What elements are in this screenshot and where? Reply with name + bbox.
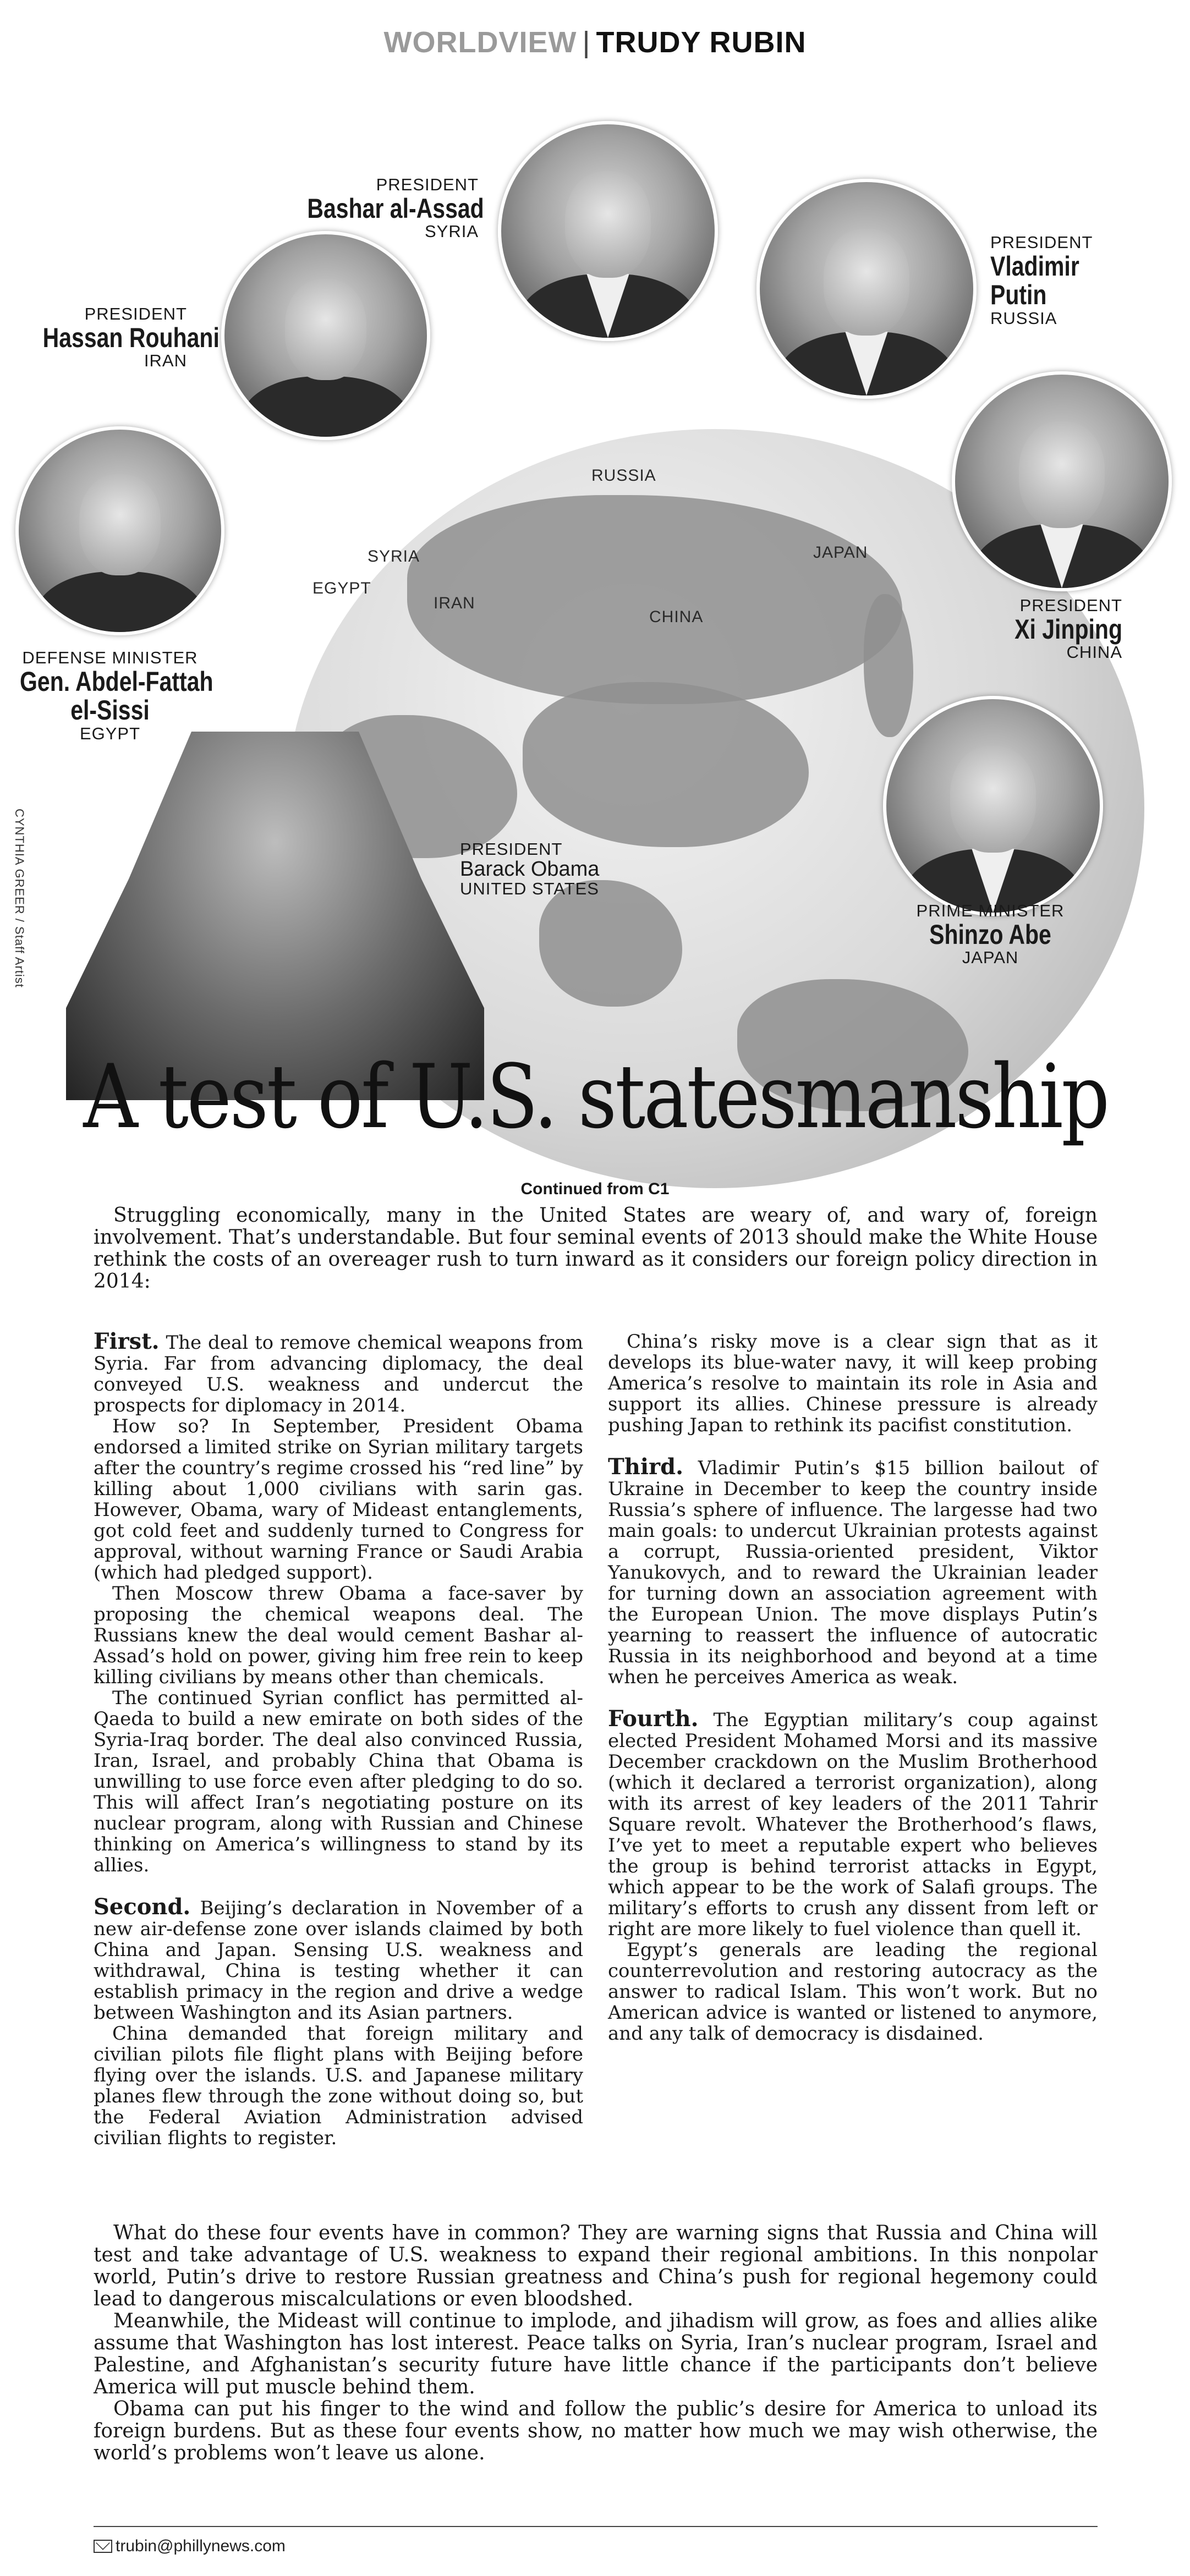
paragraph: The continued Syrian conflict has permitted al-Qaeda to build a new emirate on both sides of the Syria-Iraq border. The deal also convinced Russia, Iran, Israel, and probably China that Obama is unwilling to use force even after pledging to do so. This will affect Iran’s negotiating posture on its nuclear program, along with Russian and Chinese thinking on America’s willingness to stand by its allies. — [94, 1687, 583, 1876]
landmass-india — [539, 880, 682, 1007]
portrait-putin — [756, 179, 977, 399]
column-header — [0, 25, 1190, 59]
paragraph: What do these four events have in common? They are warning signs that Russia and China will test and take advantage of U.S. weakness to expand their regional ambitions. In this nonpolar world, Putin’s drive to restore Russian greatness and China’s push for regional hegemony could lead to dangerous miscalculations or even bloodshed. — [94, 2222, 1098, 2310]
paragraph: Obama can put his finger to the wind and follow the public’s desire for America to unload its foreign burdens. But as these four events show, no matter how much we may wish otherwise, the world’s problems won’t leave us alone. — [94, 2398, 1098, 2464]
paragraph: Then Moscow threw Obama a face-saver by proposing the chemical weapons deal. The Russians knew the deal would cement Bashar al-Assad’s hold on power, giving him free rein to keep killing civilians by means other than chemicals. — [94, 1583, 583, 1688]
map-label-china: CHINA — [649, 608, 704, 626]
article-column-left — [94, 1328, 584, 2149]
intro-paragraph: Struggling economically, many in the United States are weary of, and wary of, foreign involvement. That’s understandable. But four seminal events of 2013 should make the White House rethink the costs of an overeager rush to turn inward as it considers our foreign policy direction in 2014: — [94, 1204, 1098, 1293]
paragraph-fourth: Fourth. The Egyptian military’s coup against elected President Mohamed Morsi and its massive December crackdown on the Muslim Brotherhood (which it declared a terrorist organization), along with its arrest of key leaders of the 2011 Tahrir Square revolt. Whatever the Brotherhood’s flaws, I’ve yet to meet a reputable expert who believes the group is behind terrorist attacks in Egypt, which appear to be the work of Salafi groups. The military’s efforts to crush any dissent from left or right are more likely to fuel violence than quell it. — [608, 1706, 1098, 1940]
author-name: TRUDY RUBIN — [596, 26, 807, 59]
headline: A test of U.S. statesmanship — [83, 1045, 1108, 1148]
portrait-assad — [498, 121, 718, 341]
header-divider: | — [582, 26, 591, 59]
paragraph: How so? In September, President Obama endorsed a limited strike on Syrian military targets after the country’s regime crossed his “red line” by killing about 1,000 civilians with sarin gas. However, Obama, wary of Mideast entanglements, got cold feet and suddenly turned to Congress for approval, without warning France or Saudi Arabia (which had pledged support). — [94, 1415, 583, 1584]
portrait-sissi — [15, 426, 224, 635]
author-email[interactable] — [94, 2537, 286, 2556]
portrait-rouhani — [221, 231, 430, 440]
map-label-egypt: EGYPT — [312, 579, 371, 597]
article-column-right — [608, 1331, 1098, 2044]
landmass-japan — [864, 594, 913, 737]
map-label-japan: JAPAN — [813, 543, 868, 562]
paragraph: China’s risky move is a clear sign that as it develops its blue-water navy, it will keep probing America’s resolve to maintain its role in Asia and support its allies. Chinese pressure is already pushing Japan to rethink its pacifist constitution. — [608, 1331, 1098, 1436]
paragraph-third: Third. Vladimir Putin’s $15 billion bailout of Ukraine in December to keep the country inside Russia’s sphere of influence. The largesse had two main goals: to undercut Ukrainian protests against a corrupt, Russia-oriented president, Viktor Yanukovych, and to reward the Ukrainian leader for turning down an association agreement with the European Union. The move displays Putin’s yearning to reassert the influence of autocratic Russia in its neighborhood and beyond at a time when he perceives America as weak. — [608, 1454, 1098, 1688]
paragraph-second: Second. Beijing’s declaration in November of a new air-defense zone over islands claimed by both China and Japan. Sensing U.S. weakness and withdrawal, China is testing whether it can establish primacy in the region and drive a wedge between Washington and its Asian partners. — [94, 1894, 583, 2024]
section-label: WORLDVIEW — [383, 26, 577, 59]
email-address[interactable]: trubin@phillynews.com — [116, 2537, 286, 2555]
caption-sissi: DEFENSE MINISTER Gen. Abdel-Fattah el-Sissi EGYPT — [20, 648, 213, 743]
portrait-xi — [952, 371, 1172, 591]
caption-xi: PRESIDENT Xi Jinping CHINA — [1014, 596, 1122, 662]
caption-abe: PRIME MINISTER Shinzo Abe JAPAN — [916, 901, 1065, 968]
footer-divider — [94, 2526, 1098, 2527]
map-label-iran: IRAN — [434, 594, 475, 612]
paragraph: China demanded that foreign military and civilian pilots file flight plans with Beijing before flying over the islands. U.S. and Japanese military planes flew through the zone without doing so, but the Federal Aviation Administration advised civilian flights to register. — [94, 2023, 583, 2149]
portrait-abe — [883, 696, 1103, 916]
caption-obama: PRESIDENT Barack Obama UNITED STATES — [460, 839, 600, 899]
continued-from: Continued from C1 — [520, 1180, 670, 1198]
landmass-russia — [407, 495, 902, 704]
paragraph-first: First. The deal to remove chemical weapons from Syria. Far from advancing diplomacy, the deal conveyed U.S. weakness and undercut the prospects for diplomacy in 2014. — [94, 1328, 584, 1416]
caption-assad: PRESIDENT Bashar al-Assad SYRIA — [307, 175, 484, 241]
caption-rouhani: PRESIDENT Hassan Rouhani IRAN — [42, 304, 220, 371]
illustration — [0, 88, 1190, 1012]
map-label-syria: SYRIA — [368, 547, 420, 565]
caption-putin: PRESIDENT Vladimir Putin RUSSIA — [990, 233, 1093, 328]
paragraph: Meanwhile, the Mideast will continue to implode, and jihadism will grow, as foes and allies alike assume that Washington has lost interest. Peace talks on Syria, Iran’s nuclear program, Israel and Palestine, and Afghanistan’s security future have little chance if the participants don’t believe America will put muscle behind them. — [94, 2310, 1098, 2398]
map-label-russia: RUSSIA — [591, 466, 656, 485]
closing-section — [94, 2222, 1098, 2464]
artist-credit: CYNTHIA GREER / Staff Artist — [13, 809, 26, 988]
landmass-china — [523, 682, 809, 847]
envelope-icon — [94, 2540, 112, 2553]
paragraph: Egypt’s generals are leading the regional counterrevolution and restoring autocracy as the answer to radical Islam. This won’t work. But no American advice is wanted or listened to anymore, and any talk of democracy is disdained. — [608, 1939, 1098, 2045]
